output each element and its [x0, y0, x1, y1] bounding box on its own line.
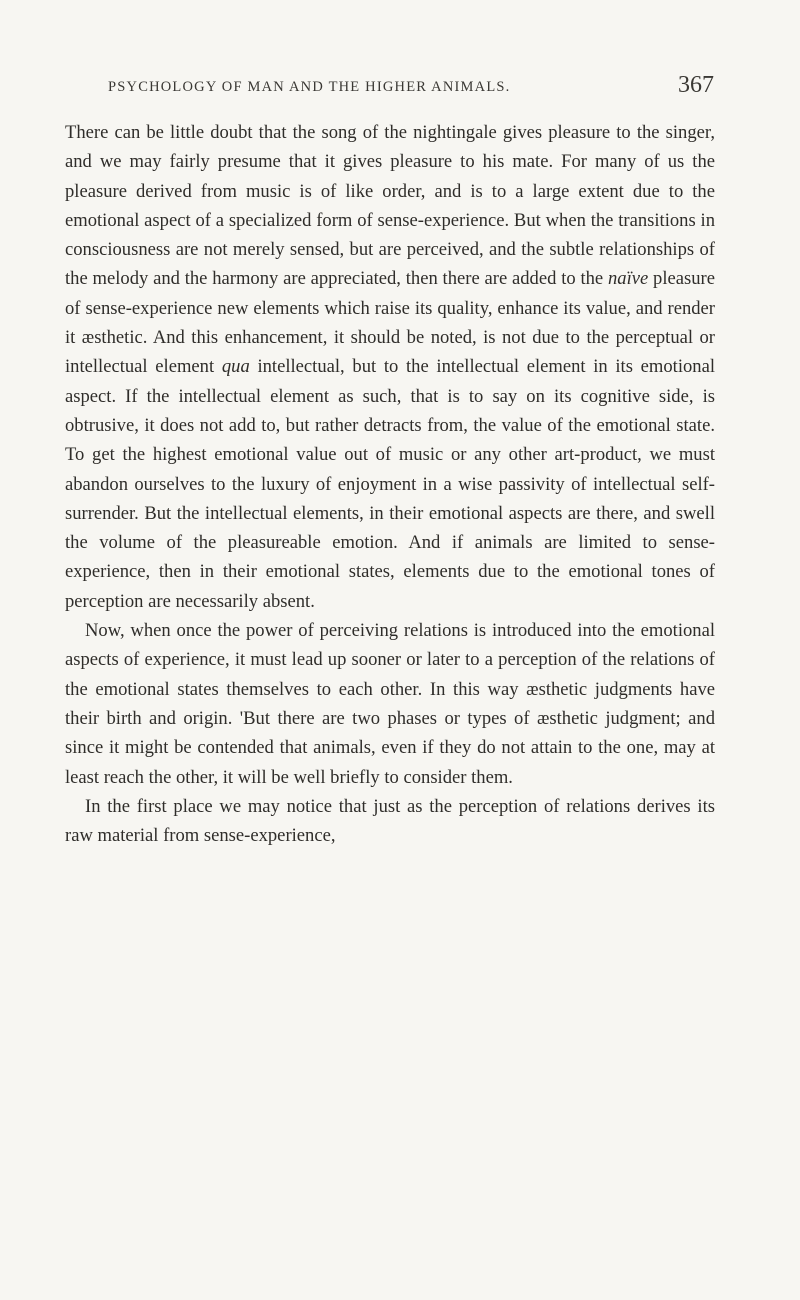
italic-term: qua [221, 356, 250, 378]
paragraph: Now, when once the power of perceiving relations is introduced into the emotional aspects of experience, it must lead up sooner or later to a perception of the relations of the emotional states themselves to each other. In this way æsthetic judgments have their birth and origin. 'But there are two phases or types of æsthetic judgment; and since it might be contended that animals, even if they do not attain to the one, may at least reach the other, it will be well briefly to consider them. [65, 620, 715, 788]
paragraph [65, 118, 715, 616]
paragraph: In the first place we may notice that just as the perception of relations derives its raw material from sense-experience, [65, 795, 715, 847]
paragraph-text: intellectual, but to the intellectual element in its emotional aspect. If the intellectual element as such, that is to say on its cognitive side, is obtrusive, it does not add to, but rather detracts from, the value of the emotional state. To get the highest emotional value out of music or any other art-product, we must abandon ourselves to the luxury of enjoyment in a wise passivity of intellectual self-surrender. But the intellectual elements, in their emotional aspects are there, and swell the volume of the pleasureable emotion. And if animals are limited to sense-experience, then in their emotional states, elements due to the emotional tones of perception are necessarily absent. [65, 356, 716, 612]
italic-term: naïve [607, 268, 649, 290]
paragraph-text: There can be little doubt that the song of the nightingale gives pleasure to the singer, and we may fairly presume that it gives pleasure to his mate. For many of us the pleasure derived from music is of like order, and is to a large extent due to the emotional aspect of a specialized form of sense-experience. But when the transitions in consciousness are not merely sensed, but are perceived, and the subtle relationships of the melody and the harmony are appreciated, then there are added to the [65, 122, 715, 290]
page-number: 367 [678, 72, 714, 98]
running-title: PSYCHOLOGY OF MAN AND THE HIGHER ANIMALS. [108, 79, 511, 95]
body-text [65, 118, 715, 850]
paragraph-text: pleasure of sense-experience new elements which raise its quality, enhance its value, and render it æsthetic. And this enhancement, it should be noted, is not due to the perceptual or intellectual element [65, 268, 715, 378]
